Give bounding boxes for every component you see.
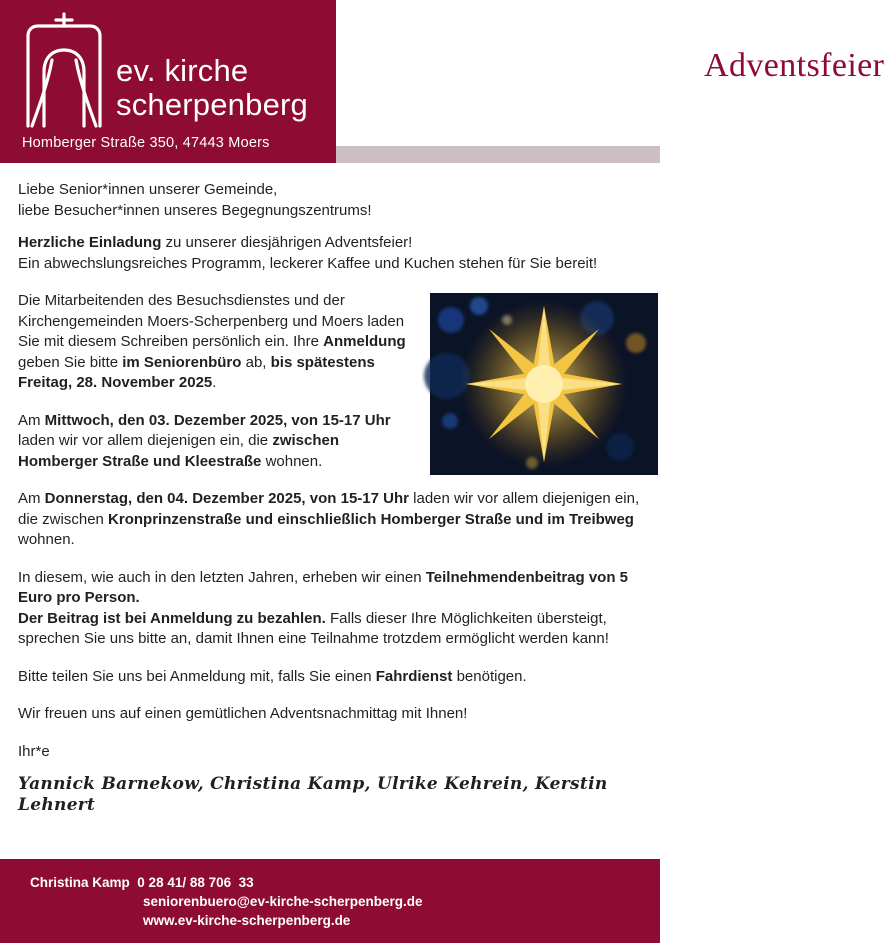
logo-wordmark bbox=[116, 54, 308, 122]
logo bbox=[18, 8, 318, 128]
ride-bold: Fahrdienst bbox=[375, 667, 453, 685]
registration-bold-deadline: bis spätestens Freitag, 28. November 2025 bbox=[18, 353, 375, 391]
registration-text-3: ab, bbox=[241, 353, 271, 371]
footer-contact-name: Christina Kamp bbox=[30, 875, 130, 890]
salutation-line-1: Liebe Senior*innen unserer Gemeinde, bbox=[18, 181, 278, 198]
invitation-line-2: Ein abwechslungsreiches Programm, leckerer Kaffee und Kuchen stehen für Sie bereit! bbox=[18, 254, 598, 272]
ride-text-2: benötigen. bbox=[452, 667, 527, 685]
registration-text-4: . bbox=[212, 374, 217, 391]
fee-payment-bold: Der Beitrag ist bei Anmeldung zu bezahlen. bbox=[18, 609, 326, 627]
wednesday-area-bold: zwischen Homberger Straße und Kleestraße bbox=[18, 432, 339, 470]
footer-website[interactable]: www.ev-kirche-scherpenberg.de bbox=[143, 913, 351, 928]
registration-text-2: geben Sie bitte bbox=[18, 353, 123, 371]
logo-line-2: scherpenberg bbox=[116, 87, 308, 122]
registration-bold-office: im Seniorenbüro bbox=[122, 353, 242, 371]
paragraph-ride-service bbox=[18, 667, 658, 688]
salutation-line-2: liebe Besucher*innen unseres Begegnungszentrums! bbox=[18, 201, 372, 219]
document-footer bbox=[0, 859, 660, 943]
invitation-lead: Herzliche Einladung bbox=[18, 234, 162, 251]
logo-line-1: ev. kirche bbox=[116, 53, 249, 88]
thursday-text-1: Am bbox=[18, 490, 45, 507]
registration-bold-anmeldung: Anmeldung bbox=[323, 333, 406, 350]
page-title: Adventsfeier bbox=[704, 47, 884, 84]
footer-contact-block bbox=[30, 873, 423, 930]
header-title-panel bbox=[336, 0, 884, 146]
letter-body bbox=[18, 180, 658, 815]
wednesday-text-3: wohnen. bbox=[261, 452, 323, 470]
thursday-text-2: laden wir vor allem diejenigen ein, die zwischen bbox=[18, 490, 640, 528]
signature-names: Yannick Barnekow, Christina Kamp, Ulrike Kehrein, Kerstin Lehnert bbox=[18, 774, 608, 815]
church-address: Homberger Straße 350, 47443 Moers bbox=[22, 135, 270, 151]
fee-amount-bold: Teilnehmendenbeitrag von 5 Euro pro Person. bbox=[18, 568, 629, 606]
footer-name-phone bbox=[30, 873, 423, 892]
footer-email[interactable]: seniorenbuero@ev-kirche-scherpenberg.de bbox=[143, 894, 423, 909]
salutation bbox=[18, 180, 658, 221]
ride-text-1: Bitte teilen Sie uns bei Anmeldung mit, falls Sie einen bbox=[18, 667, 376, 685]
header-brand-panel bbox=[0, 0, 336, 163]
sign-off: Ihr*e bbox=[18, 742, 50, 760]
wednesday-text-2: laden wir vor allem diejenigen ein, die bbox=[18, 432, 273, 449]
thursday-area-bold: Kronprinzenstraße und einschließlich Homberger Straße und im Treibweg bbox=[108, 510, 634, 528]
thursday-date-bold: Donnerstag, den 04. Dezember 2025, von 15-17 Uhr bbox=[44, 490, 409, 507]
registration-text-1: Die Mitarbeitenden des Besuchsdienstes und der Kirchengemeinden Moers-Scherpenberg und Moers laden Sie mit diesem Schreiben persönlich ein. Ihre bbox=[18, 292, 405, 350]
herrnhuter-star-icon bbox=[449, 299, 639, 469]
document-header bbox=[0, 0, 884, 163]
header-accent-bar bbox=[336, 146, 660, 163]
paragraph-closing: Wir freuen uns auf einen gemütlichen Adventsnachmittag mit Ihnen! bbox=[18, 705, 468, 722]
paragraph-thursday bbox=[18, 489, 658, 551]
thursday-text-3: wohnen. bbox=[18, 531, 75, 548]
invitation-rest: zu unserer diesjährigen Adventsfeier! bbox=[161, 234, 413, 251]
paragraph-fee bbox=[18, 568, 658, 650]
paragraph-invitation bbox=[18, 233, 658, 274]
star-photo bbox=[430, 293, 658, 475]
footer-phone: 0 28 41/ 88 706 33 bbox=[137, 875, 254, 890]
wednesday-text-1: Am bbox=[18, 411, 45, 429]
fee-text-2: Falls dieser Ihre Möglichkeiten übersteigt, sprechen Sie uns bitte an, damit Ihnen eine Teilnahme trotzdem ermöglicht werden kann! bbox=[18, 609, 609, 647]
fee-text-1: In diesem, wie auch in den letzten Jahren, erheben wir einen bbox=[18, 568, 426, 586]
wednesday-date-bold: Mittwoch, den 03. Dezember 2025, von 15-17 Uhr bbox=[44, 411, 391, 429]
